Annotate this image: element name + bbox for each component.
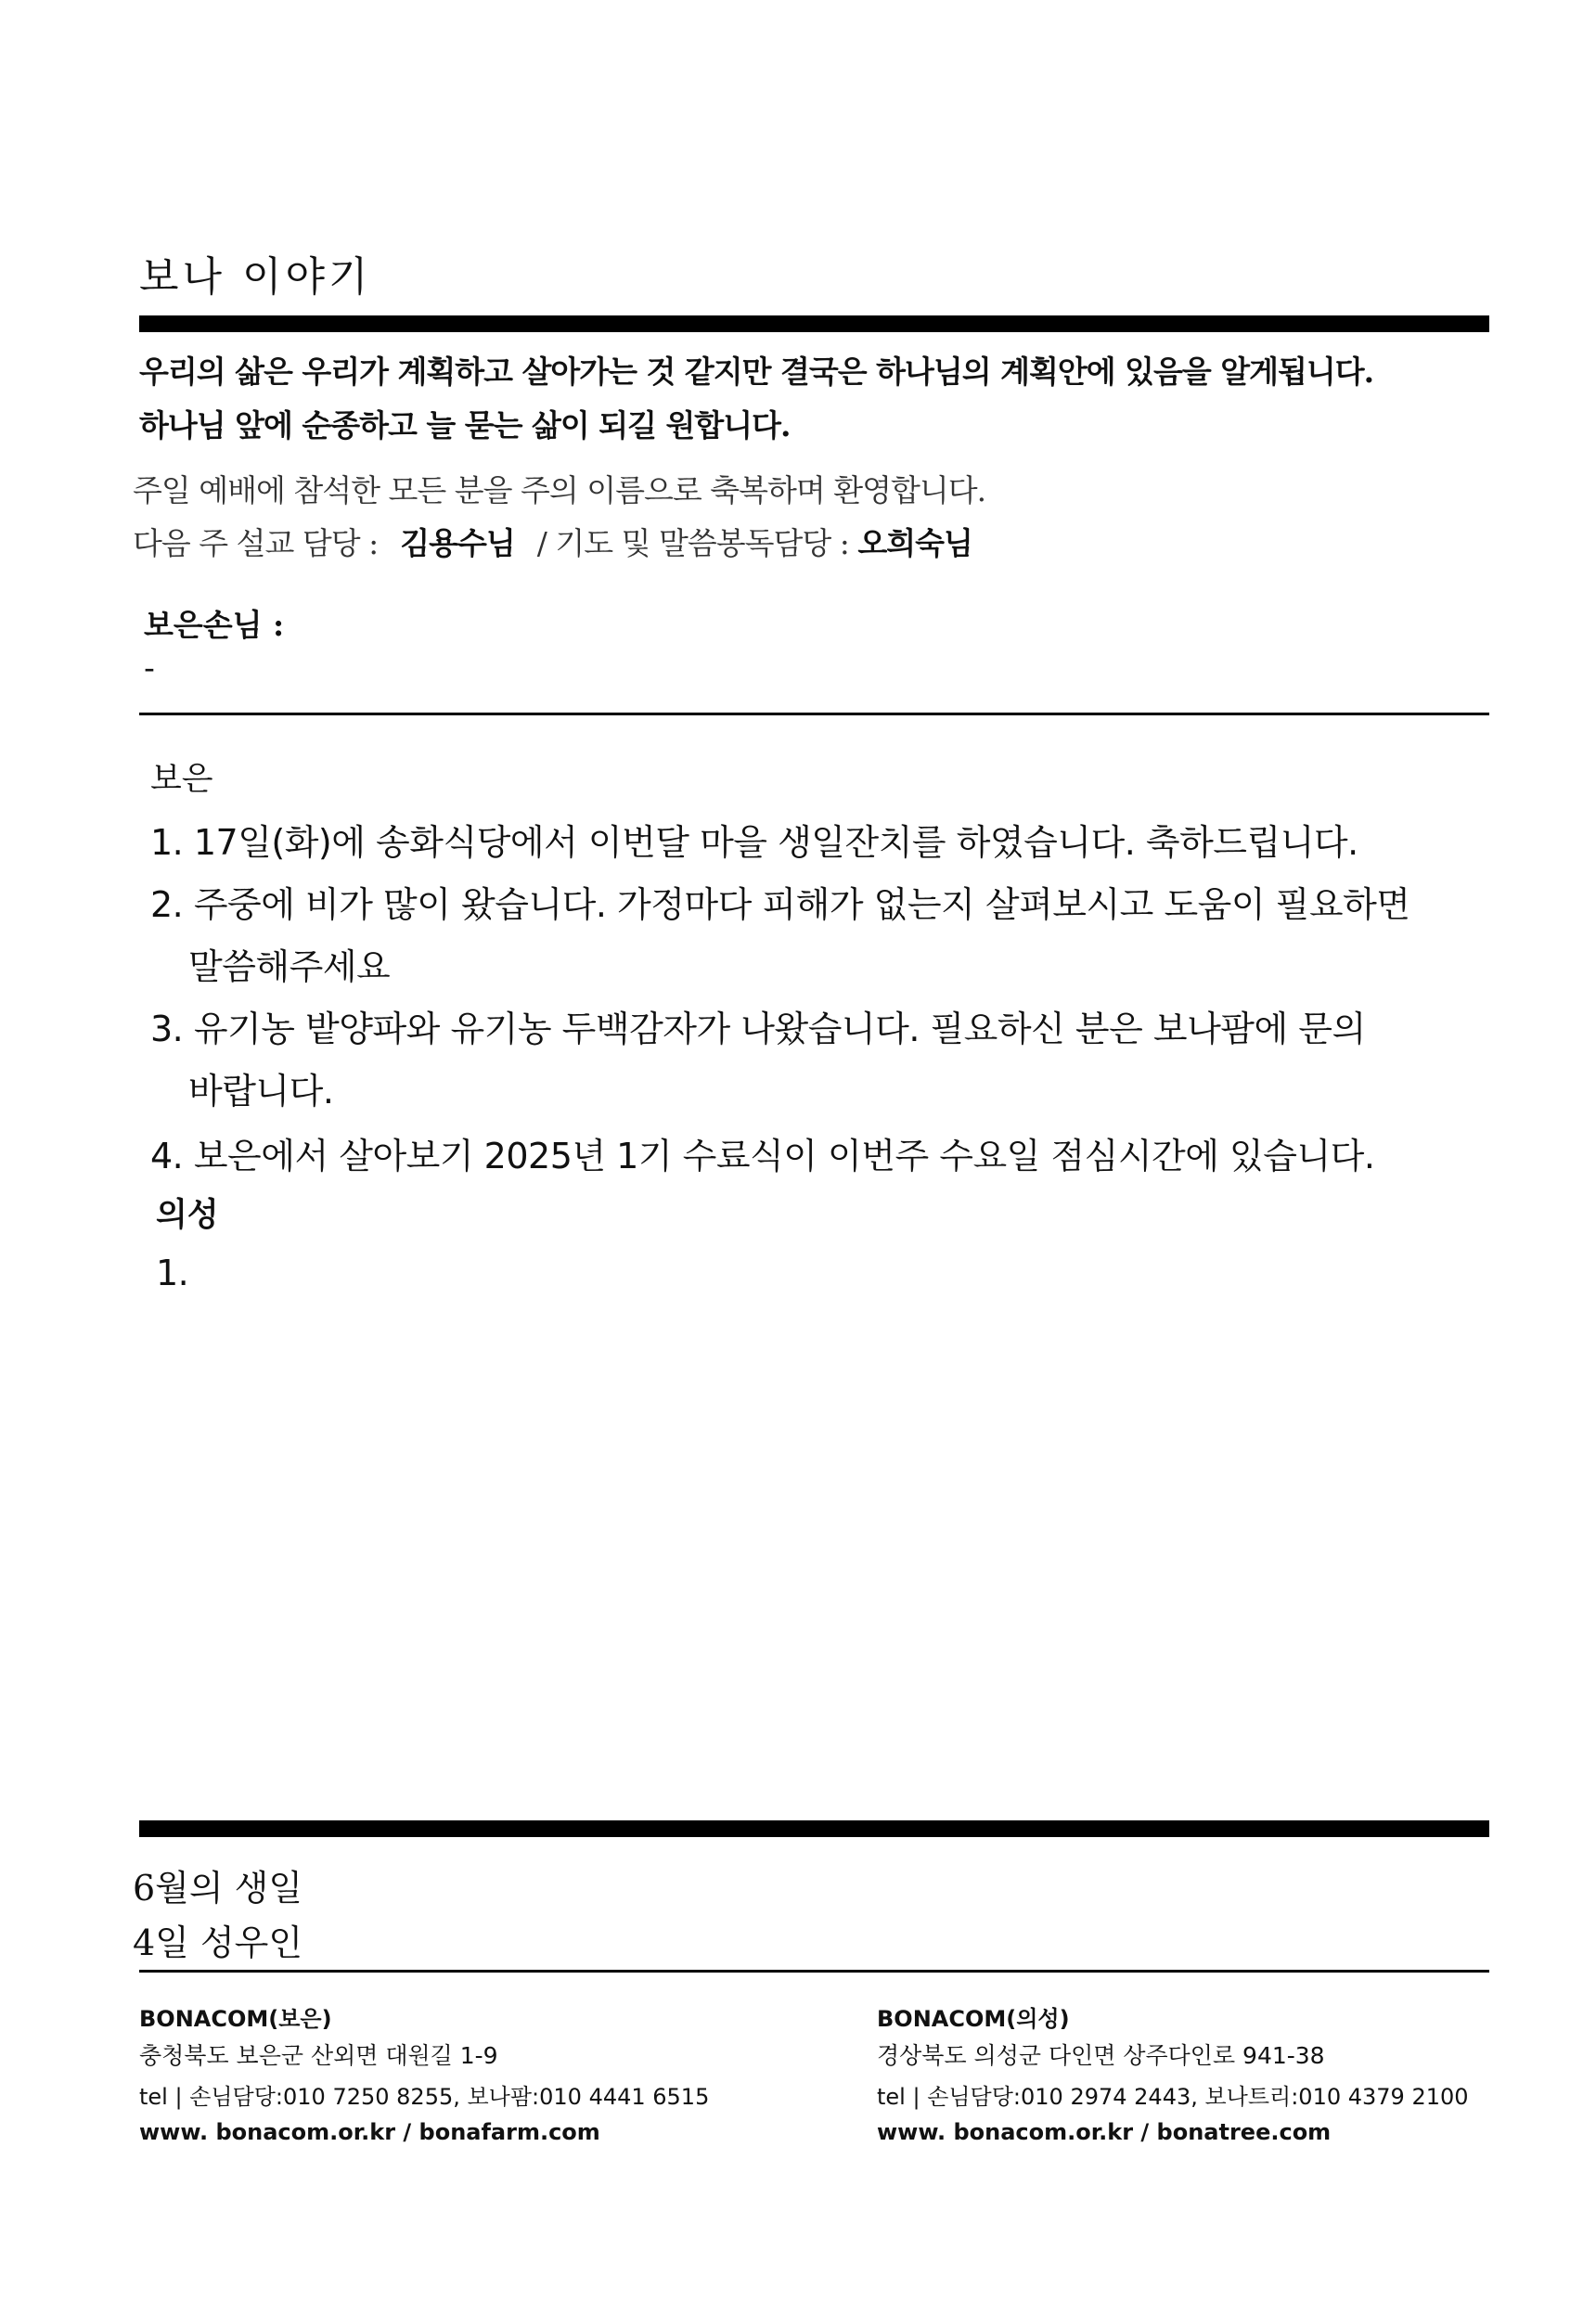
footer-boeun-tel: tel | 손님담당:010 7250 8255, 보나팜:010 4441 6515 [139,2084,710,2110]
intro-line-1: 우리의 삶은 우리가 계획하고 살아가는 것 같지만 결국은 하나님의 계획안에 있음을 알게됩니다. [139,354,1374,390]
intro-line-2: 하나님 앞에 순종하고 늘 묻는 삶이 되길 원합니다. [139,407,791,443]
guest-divider [139,713,1489,715]
footer-boeun-name: BONACOM(보은) [139,2006,332,2032]
page-title: 보나 이야기 [139,253,372,301]
uiseong-section-title: 의성 [156,1196,219,1234]
footer-boeun-web: www. bonacom.or.kr / bonafarm.com [139,2119,600,2145]
footer-divider [139,1970,1489,1973]
boeun-line-3: 3. 유기농 밭양파와 유기농 두백감자가 나왔습니다. 필요하신 분은 보나팜에 문의 [150,1009,1366,1049]
uiseong-line-1: 1. [156,1253,189,1293]
birthday-thick-rule [139,1820,1489,1837]
boeun-line-3-cont: 바랍니다. [188,1071,334,1112]
prayer-label: / 기도 및 말씀봉독담당 : [536,525,849,561]
guest-label: 보은손님 : [144,607,285,643]
birthday-entry: 4일 성우인 [133,1922,303,1963]
footer-uiseong-web: www. bonacom.or.kr / bonatree.com [877,2119,1332,2145]
footer-boeun-address: 충청북도 보은군 산외면 대원길 1-9 [139,2042,498,2069]
boeun-line-2: 2. 주중에 비가 많이 왔습니다. 가정마다 피해가 없는지 살펴보시고 도움이 필요하면 [150,884,1410,925]
footer-uiseong-address: 경상북도 의성군 다인면 상주다인로 941-38 [877,2042,1325,2069]
boeun-line-1: 1. 17일(화)에 송화식당에서 이번달 마을 생일잔치를 하였습니다. 축하드립니다. [150,822,1358,863]
boeun-line-4: 4. 보은에서 살아보기 2025년 1기 수료식이 이번주 수요일 점심시간에 있습니다. [150,1136,1375,1176]
next-week-line [133,520,972,563]
footer-uiseong-tel: tel | 손님담당:010 2974 2443, 보나트리:010 4379 2100 [877,2084,1469,2110]
footer-uiseong-name: BONACOM(의성) [877,2006,1070,2032]
birthday-title: 6월의 생일 [133,1868,303,1909]
boeun-section-title: 보은 [150,761,213,798]
preacher-name: 김용수님 [400,525,515,561]
boeun-line-2-cont: 말씀해주세요 [188,946,391,987]
reader-name: 오희숙님 [857,525,972,561]
next-week-label: 다음 주 설교 담당 : [133,525,379,561]
welcome-line: 주일 예배에 참석한 모든 분을 주의 이름으로 축복하며 환영합니다. [133,472,986,508]
header-thick-rule [139,315,1489,332]
guest-value: - [144,649,155,686]
